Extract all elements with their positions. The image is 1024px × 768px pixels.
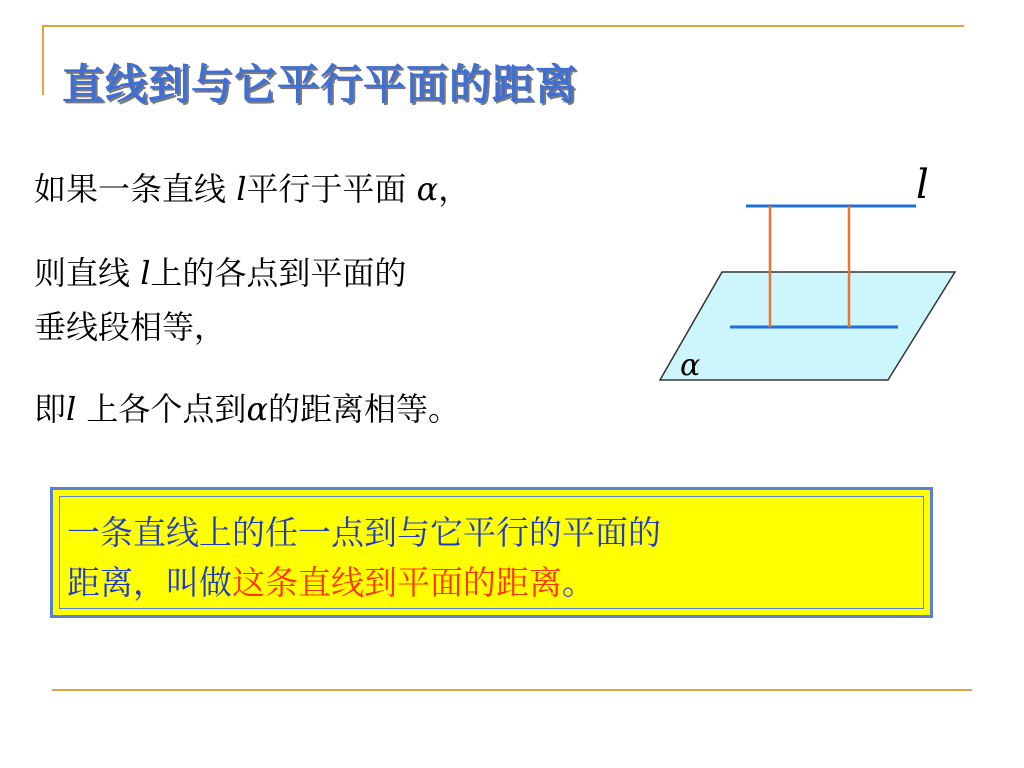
line1-part-b: 平行于平面 — [246, 170, 417, 208]
line1-part-a: 如果一条直线 — [34, 170, 237, 208]
line1-var-l: l — [236, 170, 247, 208]
line-plane-diagram — [650, 150, 970, 390]
frame-left-rule — [42, 25, 44, 95]
line2-part-a: 则直线 — [34, 254, 141, 292]
plane-label-alpha: α — [680, 348, 701, 383]
definition-line2-end: 。 — [562, 563, 595, 602]
line3-part-a: 垂线段相等， — [34, 308, 227, 346]
text-line-4 — [34, 384, 460, 430]
definition-callout — [50, 487, 933, 618]
definition-line-1: 一条直线上的任一点到与它平行的平面的 — [67, 513, 661, 552]
line1-greek-alpha: α — [416, 170, 439, 208]
definition-highlight: 这条直线到平面的距离 — [232, 563, 562, 602]
definition-line-2 — [67, 558, 661, 608]
line-label-l: l — [916, 162, 929, 208]
line2-var-l: l — [140, 254, 151, 292]
text-line-3 — [34, 302, 226, 348]
text-line-2 — [34, 248, 406, 294]
frame-bottom-rule — [52, 689, 972, 691]
line1-part-c: ， — [438, 170, 471, 208]
line4-part-b: 上各个点到 — [76, 390, 247, 428]
line4-var-l: l — [66, 390, 77, 428]
line4-part-a: 即 — [34, 390, 67, 428]
definition-text — [67, 508, 661, 608]
slide-title: 直线到与它平行平面的距离 — [62, 60, 579, 109]
definition-line2-plain: 距离，叫做 — [67, 563, 232, 602]
text-line-1 — [34, 164, 470, 210]
frame-top-rule — [42, 25, 964, 27]
line2-part-b: 上的各点到平面的 — [150, 254, 407, 292]
line4-part-c: 的距离相等。 — [268, 390, 461, 428]
line4-greek-alpha: α — [246, 390, 269, 428]
